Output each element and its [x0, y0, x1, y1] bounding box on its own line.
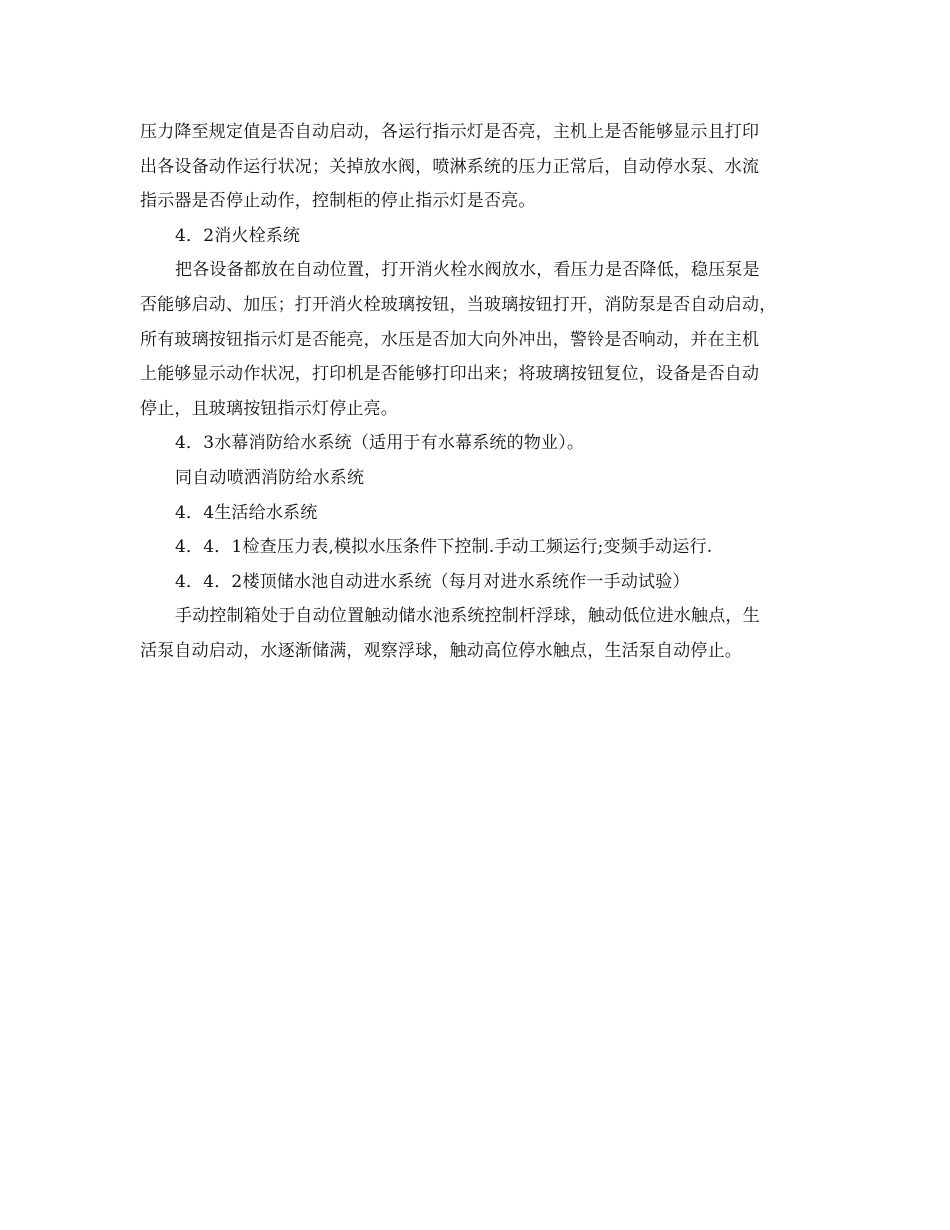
- text-line: 手动控制箱处于自动位置触动储水池系统控制杆浮球，触动低位进水触点，生: [175, 606, 760, 627]
- text-line: 同自动喷洒消防给水系统: [175, 467, 365, 488]
- document-body: [140, 115, 830, 669]
- subsection-heading: 4．4．1检查压力表,模拟水压条件下控制.手动工频运行;变频手动运行.: [175, 537, 713, 558]
- text-line: 上能够显示动作状况，打印机是否能够打印出来；将玻璃按钮复位，设备是否自动: [140, 364, 760, 385]
- text-line: 指示器是否停止动作，控制柜的停止指示灯是否亮。: [140, 191, 536, 212]
- subsection-heading: 4．4．2楼顶储水池自动进水系统（每月对进水系统作一手动试验）: [175, 571, 690, 592]
- text-line: 出各设备动作运行状况；关掉放水阀，喷淋系统的压力正常后，自动停水泵、水流: [140, 156, 760, 177]
- text-line: 停止，且玻璃按钮指示灯停止亮。: [140, 398, 398, 419]
- text-line: 把各设备都放在自动位置，打开消火栓水阀放水，看压力是否降低，稳压泵是: [175, 260, 760, 281]
- text-line: 活泵自动启动，水逐渐储满，观察浮球，触动高位停水触点，生活泵自动停止。: [140, 640, 742, 661]
- text-line: 压力降至规定值是否自动启动，各运行指示灯是否亮，主机上是否能够显示且打印: [140, 122, 760, 142]
- section-heading: 4．2消火栓系统: [175, 225, 301, 246]
- text-line: 否能够启动、加压；打开消火栓玻璃按钮，当玻璃按钮打开，消防泵是否自动启动，: [140, 294, 777, 315]
- section-heading: 4．3水幕消防给水系统（适用于有水幕系统的物业）。: [175, 433, 585, 454]
- section-heading: 4．4生活给水系统: [175, 502, 318, 523]
- text-line: 所有玻璃按钮指示灯是否能亮，水压是否加大向外冲出，警铃是否响动，并在主机: [140, 329, 760, 350]
